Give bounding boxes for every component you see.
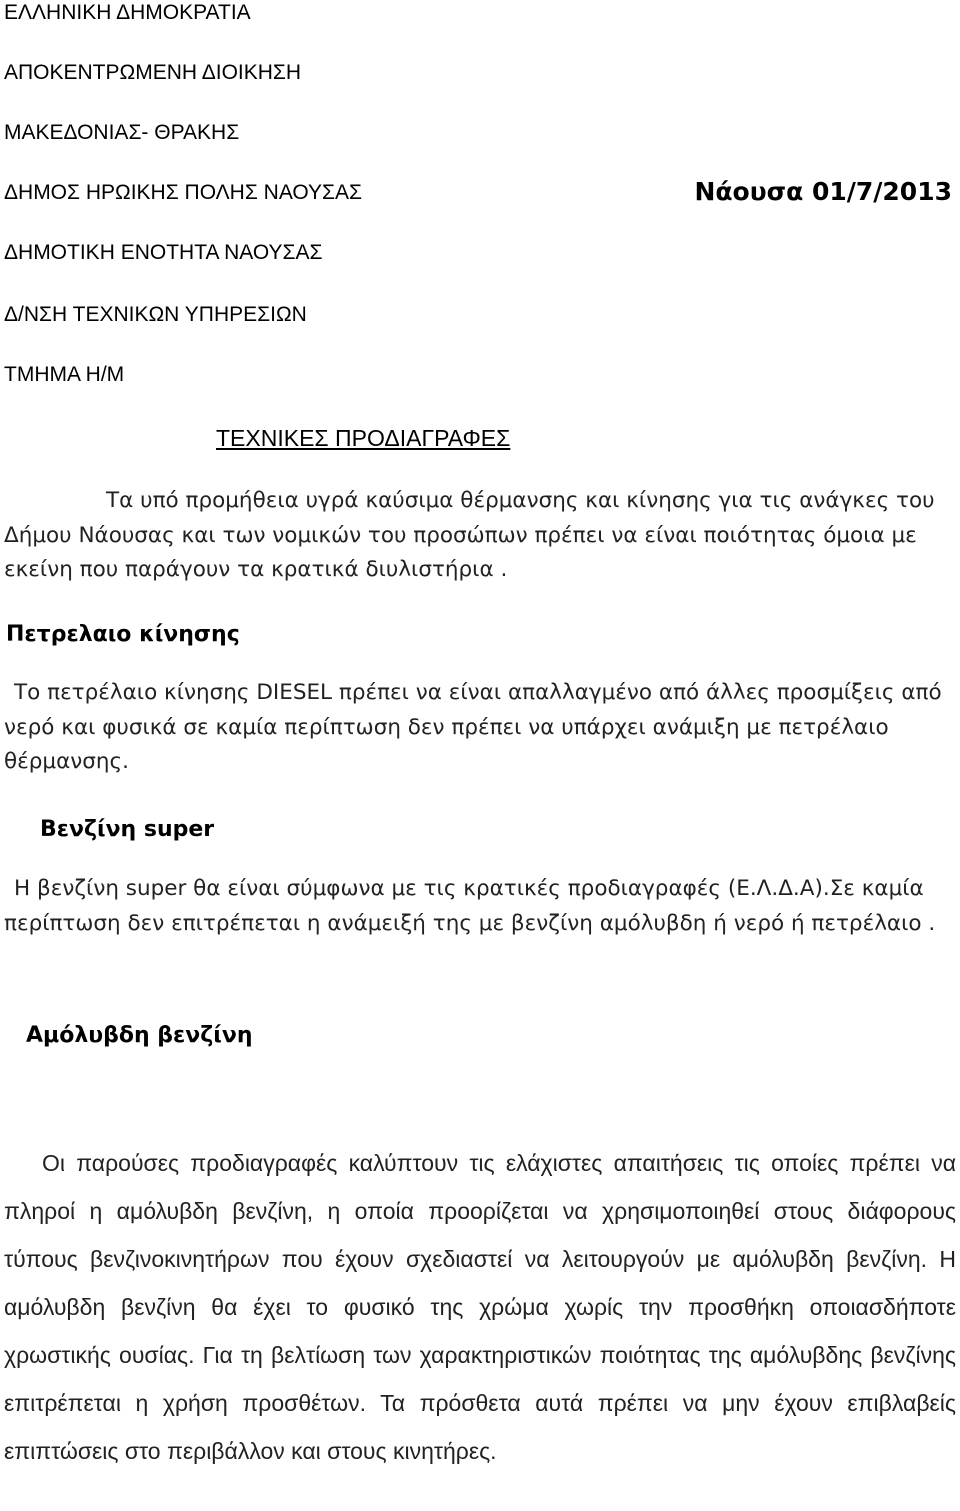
- header-administration: ΑΠΟΚΕΝΤΡΩΜΕΝΗ ΔΙΟΙΚΗΣΗ: [4, 61, 302, 84]
- header-unit: ΔΗΜΟΤΙΚΗ ΕΝΟΤΗΤΑ ΝΑΟΥΣΑΣ: [4, 241, 323, 264]
- intro-paragraph: Τα υπό προμήθεια υγρά καύσιμα θέρμανσης και κίνησης για τις ανάγκες του Δήμου Νάουσας και των νομικών του προσώπων πρέπει να είναι ποιότητας όμοια με εκείνη που παράγουν τα κρατικά διυλιστήρια .: [4, 488, 935, 582]
- super-paragraph: Η βενζίνη super θα είναι σύμφωνα με τις κρατικές προδιαγραφές (Ε.Λ.Δ.Α).Σε καμία περίπτωση δεν επιτρέπεται η ανάμειξή της με βενζίνη αμόλυβδη ή νερό ή πετρέλαιο .: [4, 876, 936, 936]
- unleaded-heading: Αμόλυβδη βενζίνη: [26, 1023, 253, 1048]
- header-municipality: ΔΗΜΟΣ ΗΡΩΙΚΗΣ ΠΟΛΗΣ ΝΑΟΥΣΑΣ: [4, 181, 363, 204]
- document-date: Νάουσα 01/7/2013: [694, 177, 952, 206]
- unleaded-paragraph: Οι παρούσες προδιαγραφές καλύπτουν τις ελάχιστες απαιτήσεις τις οποίες πρέπει να πληροί η αμόλυβδη βενζίνη, η οποία προορίζεται να χρησιμοποιηθεί στους διάφορους τύπους βενζινοκινητήρων που έχουν σχεδιαστεί να λειτουργούν με αμόλυβδη βενζίνη. Η αμόλυβδη βενζίνη θα έχει το φυσικό της χρώμα χωρίς την προσθήκη οποιασδήποτε χρωστικής ουσίας. Για τη βελτίωση των χαρακτηριστικών ποιότητας της αμόλυβδης βενζίνης επιτρέπεται η χρήση προσθέτων. Τα πρόσθετα αυτά πρέπει να μην έχουν επιβλαβείς επιπτώσεις στο περιβάλλον και στους κινητήρες.: [4, 1150, 956, 1464]
- header-directorate: Δ/ΝΣΗ ΤΕΧΝΙΚΩΝ ΥΠΗΡΕΣΙΩΝ: [4, 303, 307, 326]
- header-region: ΜΑΚΕΔΟΝΙΑΣ- ΘΡΑΚΗΣ: [4, 121, 240, 144]
- diesel-paragraph: Το πετρέλαιο κίνησης DIESEL πρέπει να είναι απαλλαγμένο από άλλες προσμίξεις από νερό και φυσικά σε καμία περίπτωση δεν πρέπει να υπάρχει ανάμιξη με πετρέλαιο θέρμανσης.: [4, 680, 942, 774]
- header-department: ΤΜΗΜΑ Η/Μ: [4, 363, 125, 386]
- header-republic: ΕΛΛΗΝΙΚΗ ΔΗΜΟΚΡΑΤΙΑ: [4, 1, 251, 24]
- document-title: ΤΕΧΝΙΚΕΣ ΠΡΟΔΙΑΓΡΑΦΕΣ: [216, 425, 511, 451]
- super-heading: Βενζίνη super: [40, 817, 215, 842]
- diesel-heading: Πετρελαιο κίνησης: [6, 622, 240, 647]
